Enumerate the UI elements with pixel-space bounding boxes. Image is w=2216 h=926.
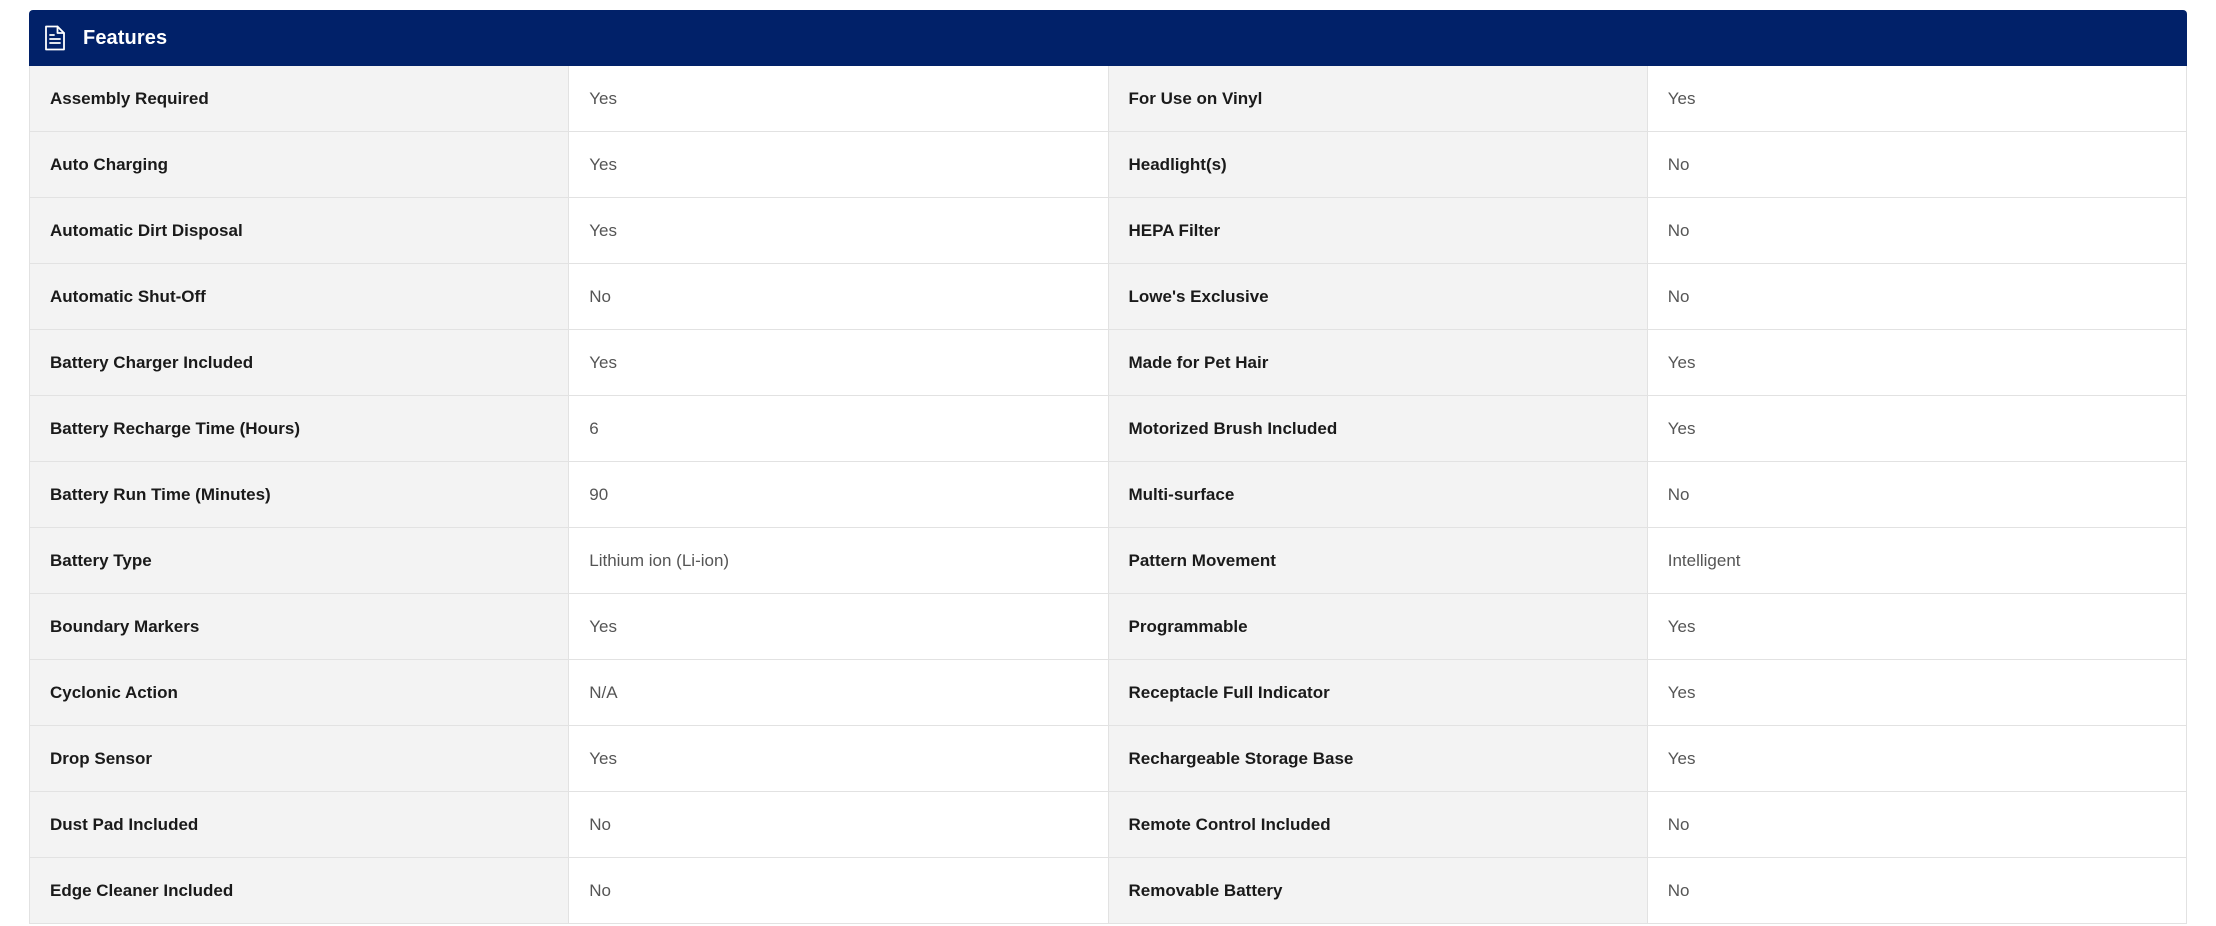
spec-label: Automatic Shut-Off <box>30 264 569 330</box>
spec-row <box>30 264 2187 330</box>
section-title: Features <box>83 26 168 49</box>
spec-label: HEPA Filter <box>1108 198 1647 264</box>
spec-row <box>30 396 2187 462</box>
spec-row <box>30 330 2187 396</box>
spec-value: Yes <box>1647 396 2186 462</box>
spec-row <box>30 726 2187 792</box>
spec-label: Rechargeable Storage Base <box>1108 726 1647 792</box>
spec-value: No <box>1647 858 2186 924</box>
spec-row <box>30 858 2187 924</box>
spec-value: 90 <box>569 462 1108 528</box>
spec-value: No <box>569 792 1108 858</box>
spec-row <box>30 132 2187 198</box>
spec-value: Yes <box>1647 66 2186 132</box>
spec-label: For Use on Vinyl <box>1108 66 1647 132</box>
spec-label: Battery Recharge Time (Hours) <box>30 396 569 462</box>
spec-label: Motorized Brush Included <box>1108 396 1647 462</box>
spec-label: Dust Pad Included <box>30 792 569 858</box>
spec-label: Automatic Dirt Disposal <box>30 198 569 264</box>
spec-label: Removable Battery <box>1108 858 1647 924</box>
spec-value: No <box>1647 264 2186 330</box>
spec-value: No <box>1647 462 2186 528</box>
spec-value: No <box>569 264 1108 330</box>
spec-value: Yes <box>1647 330 2186 396</box>
spec-value: Lithium ion (Li-ion) <box>569 528 1108 594</box>
spec-value: Yes <box>569 132 1108 198</box>
spec-row <box>30 528 2187 594</box>
spec-row <box>30 594 2187 660</box>
features-table <box>29 66 2187 924</box>
spec-value: Yes <box>1647 594 2186 660</box>
spec-row <box>30 462 2187 528</box>
spec-row <box>30 792 2187 858</box>
spec-value: Yes <box>569 66 1108 132</box>
spec-value: 6 <box>569 396 1108 462</box>
spec-value: Yes <box>1647 660 2186 726</box>
spec-value: Yes <box>1647 726 2186 792</box>
spec-label: Assembly Required <box>30 66 569 132</box>
spec-label: Multi-surface <box>1108 462 1647 528</box>
spec-label: Programmable <box>1108 594 1647 660</box>
spec-label: Lowe's Exclusive <box>1108 264 1647 330</box>
spec-value: No <box>1647 198 2186 264</box>
spec-row <box>30 660 2187 726</box>
spec-value: Yes <box>569 594 1108 660</box>
features-header <box>29 10 2187 66</box>
spec-label: Pattern Movement <box>1108 528 1647 594</box>
spec-label: Cyclonic Action <box>30 660 569 726</box>
spec-label: Remote Control Included <box>1108 792 1647 858</box>
features-panel <box>29 10 2187 924</box>
spec-row <box>30 66 2187 132</box>
spec-value: Yes <box>569 726 1108 792</box>
spec-label: Receptacle Full Indicator <box>1108 660 1647 726</box>
spec-label: Edge Cleaner Included <box>30 858 569 924</box>
spec-value: No <box>1647 132 2186 198</box>
spec-label: Auto Charging <box>30 132 569 198</box>
spec-value: N/A <box>569 660 1108 726</box>
spec-label: Battery Run Time (Minutes) <box>30 462 569 528</box>
spec-label: Battery Type <box>30 528 569 594</box>
spec-value: Intelligent <box>1647 528 2186 594</box>
spec-value: Yes <box>569 330 1108 396</box>
spec-label: Made for Pet Hair <box>1108 330 1647 396</box>
document-icon <box>43 24 67 52</box>
spec-label: Headlight(s) <box>1108 132 1647 198</box>
spec-value: No <box>569 858 1108 924</box>
spec-label: Drop Sensor <box>30 726 569 792</box>
spec-label: Boundary Markers <box>30 594 569 660</box>
spec-row <box>30 198 2187 264</box>
spec-label: Battery Charger Included <box>30 330 569 396</box>
spec-value: Yes <box>569 198 1108 264</box>
spec-value: No <box>1647 792 2186 858</box>
